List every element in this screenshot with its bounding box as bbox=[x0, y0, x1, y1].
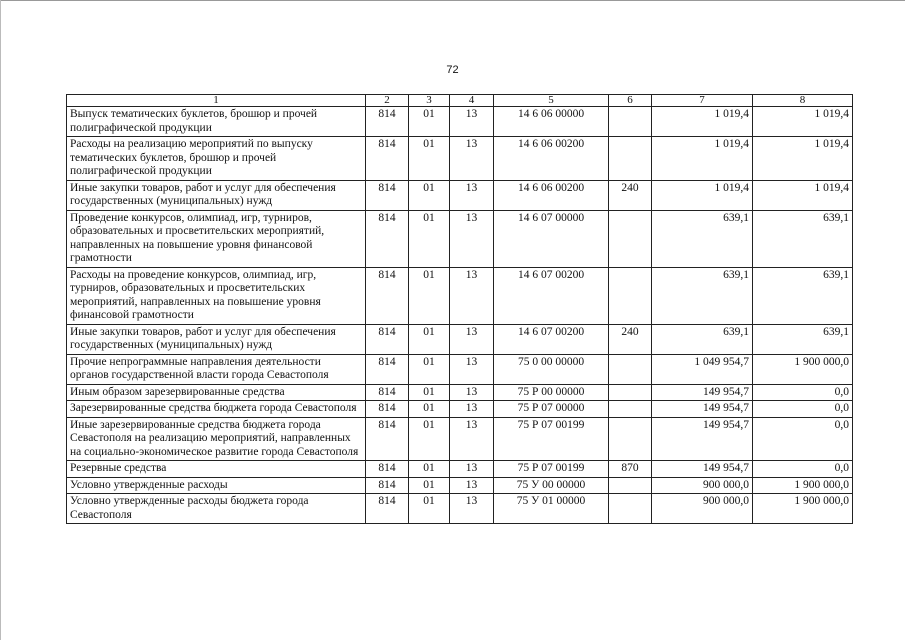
department-code-cell: 814 bbox=[366, 401, 409, 418]
department-code-cell: 814 bbox=[366, 461, 409, 478]
amount-year2-cell: 639,1 bbox=[753, 324, 853, 354]
page-border-left bbox=[0, 0, 1, 640]
table-row bbox=[67, 494, 853, 524]
subsection-code-cell: 13 bbox=[450, 210, 494, 267]
table-row bbox=[67, 417, 853, 461]
section-code-cell: 01 bbox=[409, 210, 450, 267]
amount-year1-cell: 639,1 bbox=[652, 267, 753, 324]
item-name-cell: Резервные средства bbox=[67, 461, 366, 478]
department-code-cell: 814 bbox=[366, 137, 409, 181]
table-row bbox=[67, 401, 853, 418]
subsection-code-cell: 13 bbox=[450, 180, 494, 210]
department-code-cell: 814 bbox=[366, 384, 409, 401]
expense-type-cell bbox=[609, 384, 652, 401]
amount-year2-cell: 1 900 000,0 bbox=[753, 477, 853, 494]
subsection-code-cell: 13 bbox=[450, 137, 494, 181]
target-article-cell: 14 6 06 00200 bbox=[494, 137, 609, 181]
amount-year1-cell: 149 954,7 bbox=[652, 461, 753, 478]
section-code-cell: 01 bbox=[409, 137, 450, 181]
amount-year2-cell: 1 900 000,0 bbox=[753, 354, 853, 384]
target-article-cell: 75 Р 07 00199 bbox=[494, 417, 609, 461]
expense-type-cell: 240 bbox=[609, 180, 652, 210]
item-name-cell: Выпуск тематических буклетов, брошюр и прочей полиграфической продукции bbox=[67, 107, 366, 137]
column-header: 7 bbox=[652, 95, 753, 107]
amount-year1-cell: 900 000,0 bbox=[652, 477, 753, 494]
amount-year1-cell: 149 954,7 bbox=[652, 384, 753, 401]
expense-type-cell bbox=[609, 354, 652, 384]
column-header: 6 bbox=[609, 95, 652, 107]
expense-type-cell bbox=[609, 137, 652, 181]
section-code-cell: 01 bbox=[409, 477, 450, 494]
department-code-cell: 814 bbox=[366, 107, 409, 137]
table-row bbox=[67, 180, 853, 210]
column-header: 8 bbox=[753, 95, 853, 107]
subsection-code-cell: 13 bbox=[450, 494, 494, 524]
target-article-cell: 75 Р 07 00000 bbox=[494, 401, 609, 418]
table-row bbox=[67, 461, 853, 478]
section-code-cell: 01 bbox=[409, 354, 450, 384]
target-article-cell: 14 6 07 00000 bbox=[494, 210, 609, 267]
subsection-code-cell: 13 bbox=[450, 384, 494, 401]
page-number: 72 bbox=[446, 64, 459, 76]
target-article-cell: 75 Р 00 00000 bbox=[494, 384, 609, 401]
table-row bbox=[67, 137, 853, 181]
budget-table bbox=[66, 94, 853, 524]
subsection-code-cell: 13 bbox=[450, 267, 494, 324]
page-border-top bbox=[0, 0, 905, 1]
subsection-code-cell: 13 bbox=[450, 461, 494, 478]
department-code-cell: 814 bbox=[366, 417, 409, 461]
item-name-cell: Проведение конкурсов, олимпиад, игр, турниров, образовательных и просветительских мероприятий, направленных на повышение уровня финансовой грамотности bbox=[67, 210, 366, 267]
department-code-cell: 814 bbox=[366, 210, 409, 267]
subsection-code-cell: 13 bbox=[450, 354, 494, 384]
subsection-code-cell: 13 bbox=[450, 107, 494, 137]
table-row bbox=[67, 267, 853, 324]
section-code-cell: 01 bbox=[409, 384, 450, 401]
table-body bbox=[67, 107, 853, 524]
section-code-cell: 01 bbox=[409, 494, 450, 524]
section-code-cell: 01 bbox=[409, 267, 450, 324]
expense-type-cell bbox=[609, 401, 652, 418]
target-article-cell: 75 У 01 00000 bbox=[494, 494, 609, 524]
target-article-cell: 75 0 00 00000 bbox=[494, 354, 609, 384]
target-article-cell: 14 6 06 00200 bbox=[494, 180, 609, 210]
target-article-cell: 75 Р 07 00199 bbox=[494, 461, 609, 478]
item-name-cell: Иным образом зарезервированные средства bbox=[67, 384, 366, 401]
item-name-cell: Зарезервированные средства бюджета города Севастополя bbox=[67, 401, 366, 418]
amount-year2-cell: 1 019,4 bbox=[753, 180, 853, 210]
target-article-cell: 14 6 06 00000 bbox=[494, 107, 609, 137]
item-name-cell: Иные зарезервированные средства бюджета города Севастополя на реализацию мероприятий, направленных на социально-экономическое развитие города Севастополя bbox=[67, 417, 366, 461]
table-row bbox=[67, 354, 853, 384]
column-header: 1 bbox=[67, 95, 366, 107]
amount-year2-cell: 0,0 bbox=[753, 461, 853, 478]
table-row bbox=[67, 210, 853, 267]
subsection-code-cell: 13 bbox=[450, 401, 494, 418]
amount-year2-cell: 0,0 bbox=[753, 401, 853, 418]
section-code-cell: 01 bbox=[409, 461, 450, 478]
amount-year2-cell: 639,1 bbox=[753, 267, 853, 324]
item-name-cell: Иные закупки товаров, работ и услуг для обеспечения государственных (муниципальных) нужд bbox=[67, 324, 366, 354]
amount-year1-cell: 900 000,0 bbox=[652, 494, 753, 524]
section-code-cell: 01 bbox=[409, 107, 450, 137]
item-name-cell: Условно утвержденные расходы бюджета города Севастополя bbox=[67, 494, 366, 524]
subsection-code-cell: 13 bbox=[450, 324, 494, 354]
amount-year2-cell: 1 900 000,0 bbox=[753, 494, 853, 524]
amount-year2-cell: 0,0 bbox=[753, 417, 853, 461]
section-code-cell: 01 bbox=[409, 180, 450, 210]
department-code-cell: 814 bbox=[366, 494, 409, 524]
department-code-cell: 814 bbox=[366, 324, 409, 354]
target-article-cell: 14 6 07 00200 bbox=[494, 324, 609, 354]
target-article-cell: 75 У 00 00000 bbox=[494, 477, 609, 494]
expense-type-cell: 870 bbox=[609, 461, 652, 478]
amount-year1-cell: 1 019,4 bbox=[652, 137, 753, 181]
amount-year1-cell: 149 954,7 bbox=[652, 417, 753, 461]
item-name-cell: Условно утвержденные расходы bbox=[67, 477, 366, 494]
amount-year1-cell: 1 049 954,7 bbox=[652, 354, 753, 384]
table-row bbox=[67, 384, 853, 401]
department-code-cell: 814 bbox=[366, 354, 409, 384]
amount-year1-cell: 639,1 bbox=[652, 210, 753, 267]
item-name-cell: Прочие непрограммные направления деятельности органов государственной власти города Севастополя bbox=[67, 354, 366, 384]
amount-year1-cell: 1 019,4 bbox=[652, 107, 753, 137]
column-number-row bbox=[67, 95, 853, 107]
expense-type-cell bbox=[609, 267, 652, 324]
item-name-cell: Расходы на реализацию мероприятий по выпуску тематических буклетов, брошюр и прочей полиграфической продукции bbox=[67, 137, 366, 181]
table-row bbox=[67, 477, 853, 494]
department-code-cell: 814 bbox=[366, 477, 409, 494]
section-code-cell: 01 bbox=[409, 417, 450, 461]
subsection-code-cell: 13 bbox=[450, 417, 494, 461]
expense-type-cell: 240 bbox=[609, 324, 652, 354]
amount-year2-cell: 639,1 bbox=[753, 210, 853, 267]
target-article-cell: 14 6 07 00200 bbox=[494, 267, 609, 324]
section-code-cell: 01 bbox=[409, 401, 450, 418]
expense-type-cell bbox=[609, 477, 652, 494]
item-name-cell: Иные закупки товаров, работ и услуг для обеспечения государственных (муниципальных) нужд bbox=[67, 180, 366, 210]
subsection-code-cell: 13 bbox=[450, 477, 494, 494]
column-header: 4 bbox=[450, 95, 494, 107]
expense-type-cell bbox=[609, 417, 652, 461]
expense-type-cell bbox=[609, 107, 652, 137]
expense-type-cell bbox=[609, 210, 652, 267]
amount-year1-cell: 639,1 bbox=[652, 324, 753, 354]
table-row bbox=[67, 107, 853, 137]
table-row bbox=[67, 324, 853, 354]
item-name-cell: Расходы на проведение конкурсов, олимпиад, игр, турниров, образовательных и просветительских мероприятий, направленных на повышение уровня финансовой грамотности bbox=[67, 267, 366, 324]
column-header: 3 bbox=[409, 95, 450, 107]
amount-year1-cell: 1 019,4 bbox=[652, 180, 753, 210]
amount-year1-cell: 149 954,7 bbox=[652, 401, 753, 418]
department-code-cell: 814 bbox=[366, 180, 409, 210]
amount-year2-cell: 1 019,4 bbox=[753, 107, 853, 137]
column-header: 5 bbox=[494, 95, 609, 107]
section-code-cell: 01 bbox=[409, 324, 450, 354]
amount-year2-cell: 1 019,4 bbox=[753, 137, 853, 181]
department-code-cell: 814 bbox=[366, 267, 409, 324]
expense-type-cell bbox=[609, 494, 652, 524]
amount-year2-cell: 0,0 bbox=[753, 384, 853, 401]
column-header: 2 bbox=[366, 95, 409, 107]
